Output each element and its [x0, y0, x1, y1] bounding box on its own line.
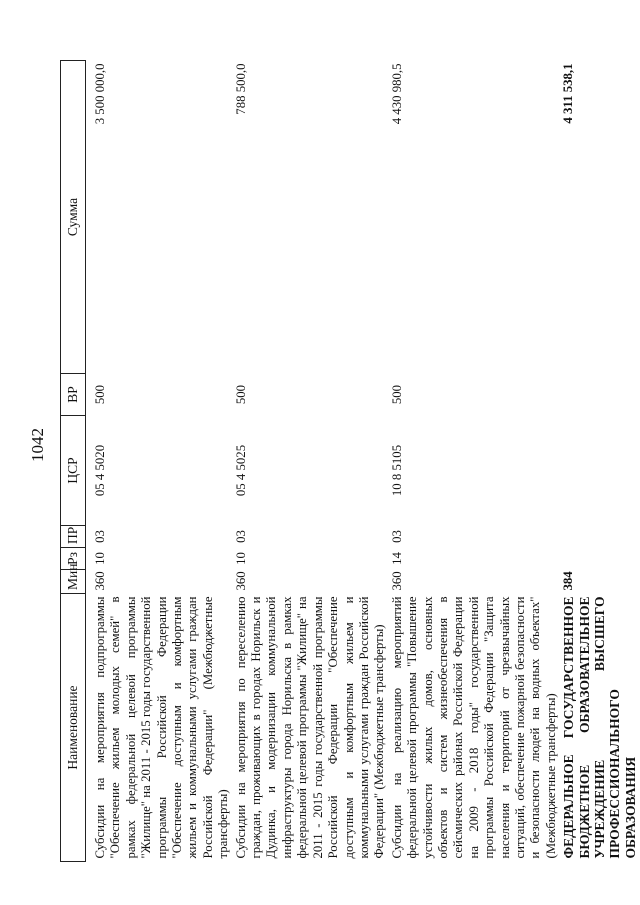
- row-vr: 500: [93, 384, 107, 405]
- row-pr: 03: [389, 530, 404, 543]
- row-rz: 14: [389, 552, 404, 565]
- table-row: [233, 61, 389, 862]
- header-sum: Сумма: [61, 61, 86, 374]
- row-csr: 05 4 5025: [233, 444, 248, 497]
- row-name: Субсидии на мероприятия подпрограммы "Обеспечение жильем молодых семей" в рамках федеральной целевой программы "Жилище" на 2011 - 2015 годы государственной программы Российской Федерации "Обеспечение доступным и комфортным жильем и коммунальными услугами граждан Российской Федерации" (Межбюджетные трансферты): [93, 596, 231, 859]
- row-sum: 788 500,0: [233, 63, 248, 115]
- row-min: 360: [93, 571, 107, 591]
- header-csr: ЦСР: [61, 416, 86, 526]
- header-pr: ПР: [61, 526, 86, 548]
- table-header-row: [61, 61, 86, 862]
- table-row-total: [560, 61, 639, 862]
- table-row: [86, 61, 233, 862]
- row-vr: 500: [233, 384, 248, 405]
- row-pr: 03: [233, 530, 248, 543]
- row-sum: 3 500 000,0: [93, 63, 107, 125]
- row-csr: 10 8 5105: [389, 444, 404, 497]
- row-name: Субсидии на реализацию мероприятий федеральной целевой программы "Повышение устойчивости жилых домов, основных объектов и систем жизнеобеспечения в сейсмических районах Российской Федерации на 2009 - 2018 годы" государственной программы Российской Федерации "Защита населения и территорий от чрезвычайных ситуаций, обеспечение пожарной безопасности и безопасности людей на водных объектах" (Межбюджетные трансферты): [389, 596, 558, 859]
- row-pr: 03: [93, 530, 107, 543]
- row-name: Субсидии на мероприятия по переселению граждан, проживающих в городах Норильск и Дудинка, и модернизации коммунальной инфраструктуры города Норильска в рамках федеральной целевой программы "Жилище" на 2011 - 2015 годы государственной программы Российской Федерации "Обеспечение доступным и комфортным жильем и коммунальными услугами граждан Российской Федерации" (Межбюджетные трансферты): [233, 596, 387, 859]
- row-sum: 4 430 980,5: [389, 63, 404, 125]
- header-min: Мин: [61, 570, 86, 594]
- row-csr: 05 4 5020: [93, 444, 107, 497]
- row-min: 360: [389, 571, 404, 591]
- row-csr: [560, 416, 639, 526]
- row-vr: [560, 374, 639, 416]
- row-rz: [560, 548, 639, 570]
- header-vr: ВР: [61, 374, 86, 416]
- row-vr: 500: [389, 384, 404, 405]
- row-min: 384: [561, 571, 576, 591]
- row-rz: 10: [233, 552, 248, 565]
- row-min: 360: [233, 571, 248, 591]
- header-name: Наименование: [61, 594, 86, 862]
- header-rz: Рз: [61, 548, 86, 570]
- table-row: [389, 61, 560, 862]
- row-rz: 10: [93, 552, 107, 565]
- page-number: 1042: [28, 428, 47, 462]
- row-sum: 4 311 538,1: [561, 63, 576, 124]
- row-name: ФЕДЕРАЛЬНОЕ ГОСУДАРСТВЕННОЕ БЮДЖЕТНОЕ ОБРАЗОВАТЕЛЬНОЕ УЧРЕЖДЕНИЕ ВЫСШЕГО ПРОФЕССИОНАЛЬНОГО ОБРАЗОВАНИЯ: [561, 596, 638, 859]
- row-pr: [560, 526, 639, 548]
- budget-table: [60, 60, 639, 862]
